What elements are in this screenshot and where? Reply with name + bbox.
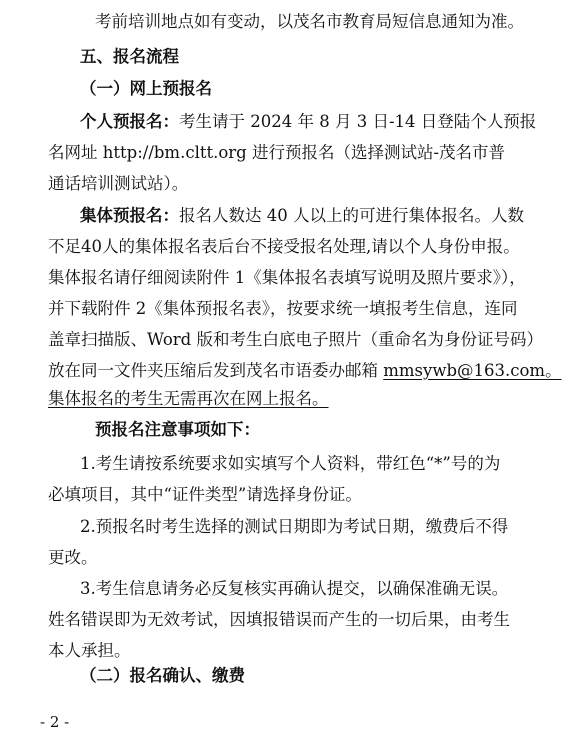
- note-1-line-2: 必填项目，其中“证件类型”请选择身份证。: [48, 485, 362, 504]
- group-para-line-5: 盖章扫描版、Word 版和考生白底电子照片（重命名为身份证号码）: [48, 330, 543, 349]
- group-para-line-2: 不足40人的集体报名表后台不接受报名处理,请以个人身份申报。: [48, 237, 520, 256]
- group-para-line-4: 并下载附件 2《集体预报名表》，按要求统一填报考生信息，连同: [48, 299, 518, 318]
- group-para-line-7: 集体报名的考生无需再次在网上报名。: [48, 389, 329, 408]
- group-para-line-6: [48, 360, 562, 382]
- note-2-line-2: 更改。: [48, 548, 98, 567]
- individual-label: 个人预报名：: [80, 112, 179, 131]
- note-2-line-1: 2.预报名时考生选择的测试日期即为考试日期，缴费后不得: [80, 517, 509, 536]
- section-5-title: 五、报名流程: [80, 47, 179, 66]
- group-line-6-text: 放在同一文件夹压缩后发到茂名市语委办邮箱: [48, 361, 384, 380]
- individual-para-line-3: 通话培训测试站）。: [48, 174, 189, 193]
- group-para-line-1: [80, 205, 524, 227]
- group-line-1-text: 报名人数达 40 人以上的可进行集体报名。人数: [179, 206, 524, 225]
- group-label: 集体预报名：: [80, 206, 179, 225]
- note-3-line-1: 3.考生信息请务必反复核实再确认提交，以确保准确无误。: [80, 579, 509, 598]
- intro-line: 考前培训地点如有变动，以茂名市教育局短信息通知为准。: [95, 12, 524, 31]
- page-number: - 2 -: [40, 713, 70, 731]
- individual-para-line-1: [80, 111, 536, 133]
- group-para-line-3: 集体报名请仔细阅读附件 1《集体报名表填写说明及照片要求》），: [48, 268, 526, 287]
- note-3-line-2: 姓名错误即为无效考试，因填报错误而产生的一切后果，由考生: [48, 610, 510, 629]
- individual-line-1-text: 考生请于 2024 年 8 月 3 日-14 日登陆个人预报: [179, 112, 537, 131]
- email-address: mmsywb@163.com。: [383, 361, 562, 380]
- subsection-2-title: （二）报名确认、缴费: [80, 666, 245, 685]
- individual-para-line-2: 名网址 http://bm.cltt.org 进行预报名（选择测试站-茂名市普: [48, 143, 506, 162]
- note-1-line-1: 1.考生请按系统要求如实填写个人资料，带红色“*”号的为: [80, 454, 501, 473]
- note-3-line-3: 本人承担。: [48, 641, 131, 660]
- subsection-1-title: （一）网上预报名: [80, 79, 212, 98]
- notes-title: 预报名注意事项如下：: [95, 420, 260, 439]
